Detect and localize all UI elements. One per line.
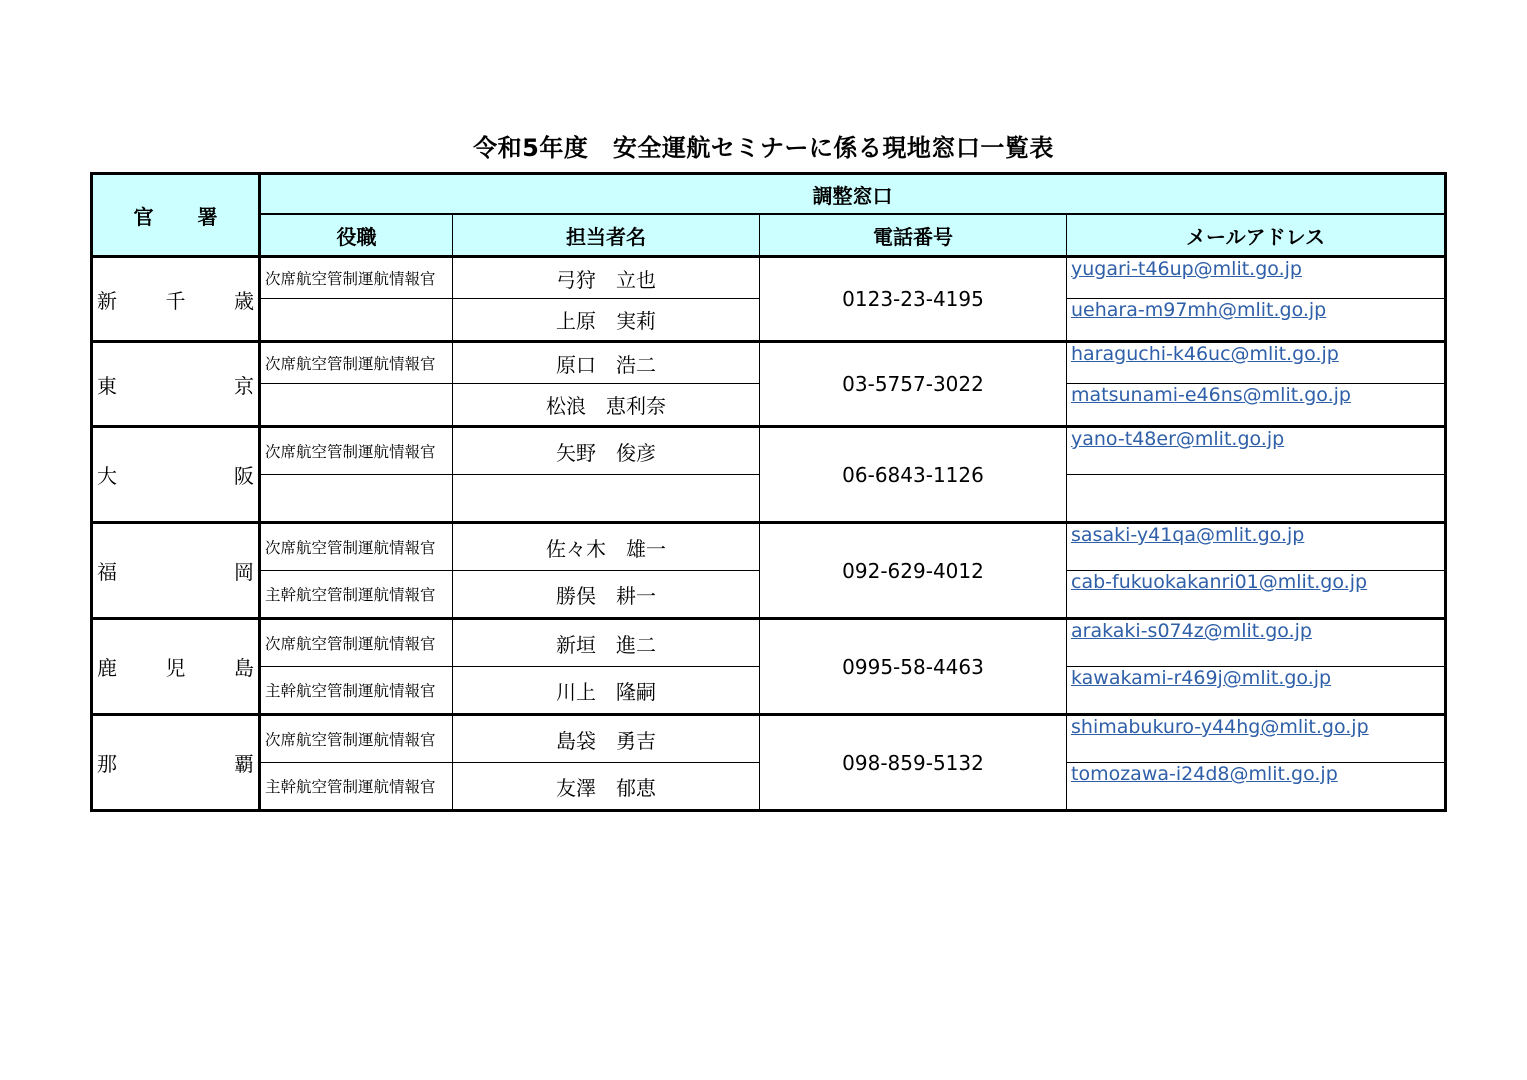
phone-cell: 098-859-5132 bbox=[760, 715, 1067, 811]
role-cell: 次席航空管制運航情報官 bbox=[260, 257, 453, 299]
contact-window-header: 調整窓口 bbox=[260, 174, 1446, 215]
person-name-cell: 原口 浩二 bbox=[453, 342, 760, 384]
email-cell bbox=[1067, 475, 1446, 523]
phone-cell: 0995-58-4463 bbox=[760, 619, 1067, 715]
phone-header: 電話番号 bbox=[760, 214, 1067, 257]
email-cell bbox=[1067, 715, 1446, 763]
person-name-cell: 友澤 郁恵 bbox=[453, 763, 760, 811]
contact-table bbox=[90, 172, 1447, 812]
table-row bbox=[92, 523, 1446, 571]
office-name-char: 那 bbox=[97, 752, 117, 776]
office-name-char: 新 bbox=[97, 288, 117, 313]
email-link[interactable]: kawakami-r469j@mlit.go.jp bbox=[1071, 667, 1332, 689]
role-cell: 次席航空管制運航情報官 bbox=[260, 715, 453, 763]
phone-cell: 03-5757-3022 bbox=[760, 342, 1067, 427]
office-name-char: 覇 bbox=[234, 752, 254, 776]
office-name-char: 鹿 bbox=[97, 656, 117, 680]
role-cell: 主幹航空管制運航情報官 bbox=[260, 667, 453, 715]
email-cell bbox=[1067, 384, 1446, 427]
person-name-cell: 上原 実莉 bbox=[453, 299, 760, 342]
person-name-cell: 弓狩 立也 bbox=[453, 257, 760, 299]
office-name bbox=[92, 342, 260, 427]
office-header-char: 官 bbox=[133, 204, 154, 229]
person-name-cell bbox=[453, 475, 760, 523]
office-name-char: 大 bbox=[97, 464, 117, 488]
office-name bbox=[92, 427, 260, 523]
person-name-cell: 島袋 勇吉 bbox=[453, 715, 760, 763]
email-link[interactable]: matsunami-e46ns@mlit.go.jp bbox=[1071, 384, 1351, 406]
role-cell: 主幹航空管制運航情報官 bbox=[260, 571, 453, 619]
office-name bbox=[92, 619, 260, 715]
role-cell: 次席航空管制運航情報官 bbox=[260, 619, 453, 667]
table-row bbox=[92, 257, 1446, 299]
table-row bbox=[92, 715, 1446, 763]
office-name-char: 歳 bbox=[234, 288, 254, 313]
email-cell bbox=[1067, 619, 1446, 667]
email-link[interactable]: sasaki-y41qa@mlit.go.jp bbox=[1071, 524, 1305, 546]
office-name bbox=[92, 715, 260, 811]
phone-cell: 06-6843-1126 bbox=[760, 427, 1067, 523]
email-link[interactable]: yugari-t46up@mlit.go.jp bbox=[1071, 258, 1302, 280]
person-name-cell: 佐々木 雄一 bbox=[453, 523, 760, 571]
person-name-cell: 新垣 進二 bbox=[453, 619, 760, 667]
role-cell bbox=[260, 384, 453, 427]
office-name-char: 阪 bbox=[234, 464, 254, 488]
email-link[interactable]: tomozawa-i24d8@mlit.go.jp bbox=[1071, 763, 1338, 785]
phone-cell: 0123-23-4195 bbox=[760, 257, 1067, 342]
role-cell bbox=[260, 475, 453, 523]
email-header: メールアドレス bbox=[1067, 214, 1446, 257]
email-cell bbox=[1067, 667, 1446, 715]
role-header: 役職 bbox=[260, 214, 453, 257]
email-link[interactable]: haraguchi-k46uc@mlit.go.jp bbox=[1071, 343, 1339, 365]
person-name-cell: 勝俣 耕一 bbox=[453, 571, 760, 619]
office-name-char: 島 bbox=[234, 656, 254, 680]
table-row bbox=[92, 619, 1446, 667]
email-cell bbox=[1067, 257, 1446, 299]
office-name-char: 東 bbox=[97, 373, 117, 398]
email-cell bbox=[1067, 342, 1446, 384]
role-cell: 主幹航空管制運航情報官 bbox=[260, 763, 453, 811]
email-cell bbox=[1067, 299, 1446, 342]
office-name-char: 児 bbox=[165, 656, 186, 680]
office-name-char: 岡 bbox=[234, 560, 254, 584]
table-row bbox=[92, 342, 1446, 384]
office-header-char: 署 bbox=[197, 204, 218, 229]
email-cell bbox=[1067, 523, 1446, 571]
role-cell: 次席航空管制運航情報官 bbox=[260, 523, 453, 571]
email-link[interactable]: arakaki-s074z@mlit.go.jp bbox=[1071, 620, 1312, 642]
office-name-char: 福 bbox=[97, 560, 117, 584]
email-link[interactable]: cab-fukuokakanri01@mlit.go.jp bbox=[1071, 571, 1368, 593]
email-cell bbox=[1067, 571, 1446, 619]
role-cell bbox=[260, 299, 453, 342]
page-title: 令和5年度 安全運航セミナーに係る現地窓口一覧表 bbox=[473, 134, 1054, 162]
person-name-cell: 川上 隆嗣 bbox=[453, 667, 760, 715]
role-cell: 次席航空管制運航情報官 bbox=[260, 427, 453, 475]
phone-cell: 092-629-4012 bbox=[760, 523, 1067, 619]
email-cell bbox=[1067, 763, 1446, 811]
person-name-cell: 松浪 恵利奈 bbox=[453, 384, 760, 427]
office-name bbox=[92, 257, 260, 342]
email-cell bbox=[1067, 427, 1446, 475]
role-cell: 次席航空管制運航情報官 bbox=[260, 342, 453, 384]
office-name-char: 京 bbox=[234, 373, 254, 398]
person-header: 担当者名 bbox=[453, 214, 760, 257]
email-link[interactable]: yano-t48er@mlit.go.jp bbox=[1071, 428, 1285, 450]
office-header bbox=[92, 174, 260, 257]
email-link[interactable]: uehara-m97mh@mlit.go.jp bbox=[1071, 299, 1327, 321]
person-name-cell: 矢野 俊彦 bbox=[453, 427, 760, 475]
email-link[interactable]: shimabukuro-y44hg@mlit.go.jp bbox=[1071, 716, 1369, 738]
office-name-char: 千 bbox=[165, 288, 186, 313]
office-name bbox=[92, 523, 260, 619]
table-row bbox=[92, 427, 1446, 475]
